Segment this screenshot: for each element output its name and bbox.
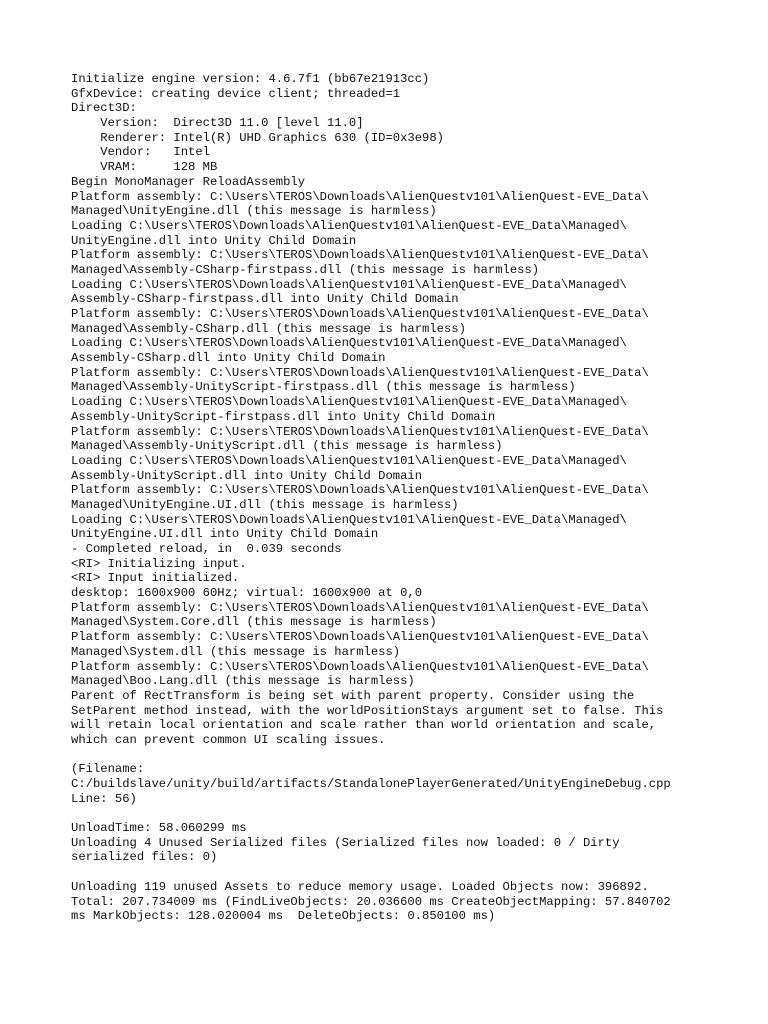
log-line: Platform assembly: C:\Users\TEROS\Downloads\AlienQuestv101\AlienQuest-EVE_Data\	[71, 248, 649, 263]
log-line: Unloading 119 unused Assets to reduce memory usage. Loaded Objects now: 396892.	[71, 879, 649, 894]
log-line: Direct3D:	[71, 101, 137, 116]
log-line: which can prevent common UI scaling issues.	[71, 732, 386, 747]
log-line	[71, 865, 731, 880]
log-line: Loading C:\Users\TEROS\Downloads\AlienQuestv101\AlienQuest-EVE_Data\Managed\	[71, 218, 627, 233]
log-line: Line: 56)	[71, 791, 137, 806]
log-line: Platform assembly: C:\Users\TEROS\Downloads\AlienQuestv101\AlienQuest-EVE_Data\	[71, 659, 649, 674]
log-line: Platform assembly: C:\Users\TEROS\Downloads\AlienQuestv101\AlienQuest-EVE_Data\	[71, 424, 649, 439]
log-line: Managed\System.Core.dll (this message is harmless)	[71, 615, 437, 630]
log-line: Renderer: Intel(R) UHD Graphics 630 (ID=0x3e98)	[71, 130, 444, 145]
log-line: Platform assembly: C:\Users\TEROS\Downloads\AlienQuestv101\AlienQuest-EVE_Data\	[71, 189, 649, 204]
log-line: Platform assembly: C:\Users\TEROS\Downloads\AlienQuestv101\AlienQuest-EVE_Data\	[71, 600, 649, 615]
log-line: will retain local orientation and scale rather than world orientation and scale,	[71, 718, 657, 733]
log-line: Managed\Assembly-CSharp-firstpass.dll (this message is harmless)	[71, 262, 540, 277]
log-line: Platform assembly: C:\Users\TEROS\Downloads\AlienQuestv101\AlienQuest-EVE_Data\	[71, 630, 649, 645]
log-line: Begin MonoManager ReloadAssembly	[71, 174, 306, 189]
log-line: Managed\Boo.Lang.dll (this message is harmless)	[71, 674, 415, 689]
log-line: Parent of RectTransform is being set with parent property. Consider using the	[71, 688, 635, 703]
log-line: Managed\Assembly-CSharp.dll (this message is harmless)	[71, 321, 466, 336]
log-line: SetParent method instead, with the worldPositionStays argument set to false. This	[71, 703, 664, 718]
log-line	[71, 806, 731, 821]
log-line: Loading C:\Users\TEROS\Downloads\AlienQuestv101\AlienQuest-EVE_Data\Managed\	[71, 395, 627, 410]
log-line	[71, 748, 731, 763]
log-line: <RI> Initializing input.	[71, 556, 247, 571]
log-line: Managed\Assembly-UnityScript-firstpass.dll (this message is harmless)	[71, 380, 576, 395]
log-line: ms MarkObjects: 128.020004 ms DeleteObjects: 0.850100 ms)	[71, 909, 496, 924]
log-line: Loading C:\Users\TEROS\Downloads\AlienQuestv101\AlienQuest-EVE_Data\Managed\	[71, 277, 627, 292]
log-line: Total: 207.734009 ms (FindLiveObjects: 20.036600 ms CreateObjectMapping: 57.840702	[71, 894, 671, 909]
log-line: Unloading 4 Unused Serialized files (Serialized files now loaded: 0 / Dirty	[71, 835, 620, 850]
log-line: UnloadTime: 58.060299 ms	[71, 821, 247, 836]
log-line: Platform assembly: C:\Users\TEROS\Downloads\AlienQuestv101\AlienQuest-EVE_Data\	[71, 365, 649, 380]
log-line: (Filename:	[71, 762, 145, 777]
log-line: GfxDevice: creating device client; threaded=1	[71, 86, 401, 101]
log-line: Platform assembly: C:\Users\TEROS\Downloads\AlienQuestv101\AlienQuest-EVE_Data\	[71, 307, 649, 321]
log-line: <RI> Input initialized.	[71, 571, 240, 586]
log-line: Assembly-UnityScript.dll into Unity Child Domain	[71, 468, 423, 483]
log-line: Managed\Assembly-UnityScript.dll (this message is harmless)	[71, 439, 503, 454]
log-line: Assembly-UnityScript-firstpass.dll into Unity Child Domain	[71, 409, 496, 424]
log-line: Version: Direct3D 11.0 [level 11.0]	[71, 116, 364, 131]
log-line: Loading C:\Users\TEROS\Downloads\AlienQuestv101\AlienQuest-EVE_Data\Managed\	[71, 453, 627, 468]
log-text	[71, 72, 731, 924]
log-line: Loading C:\Users\TEROS\Downloads\AlienQuestv101\AlienQuest-EVE_Data\Managed\	[71, 512, 627, 527]
log-line: Assembly-CSharp-firstpass.dll into Unity Child Domain	[71, 292, 459, 307]
log-line: Managed\System.dll (this message is harmless)	[71, 644, 401, 659]
log-line: Initialize engine version: 4.6.7f1 (bb67e21913cc)	[71, 72, 430, 86]
log-line: - Completed reload, in 0.039 seconds	[71, 542, 342, 556]
log-line: UnityEngine.UI.dll into Unity Child Domain	[71, 527, 379, 542]
log-line: Vendor: Intel	[71, 145, 210, 160]
log-line: Loading C:\Users\TEROS\Downloads\AlienQuestv101\AlienQuest-EVE_Data\Managed\	[71, 336, 627, 351]
log-line: desktop: 1600x900 60Hz; virtual: 1600x900 at 0,0	[71, 586, 423, 601]
log-line: Platform assembly: C:\Users\TEROS\Downloads\AlienQuestv101\AlienQuest-EVE_Data\	[71, 483, 649, 498]
log-line: UnityEngine.dll into Unity Child Domain	[71, 233, 357, 248]
log-line: Managed\UnityEngine.UI.dll (this message is harmless)	[71, 497, 459, 512]
log-line: serialized files: 0)	[71, 850, 218, 865]
log-line: Assembly-CSharp.dll into Unity Child Domain	[71, 351, 386, 366]
log-line: Managed\UnityEngine.dll (this message is harmless)	[71, 204, 437, 219]
log-line: VRAM: 128 MB	[71, 160, 218, 175]
log-line: C:/buildslave/unity/build/artifacts/StandalonePlayerGenerated/UnityEngineDebug.cpp	[71, 777, 671, 791]
